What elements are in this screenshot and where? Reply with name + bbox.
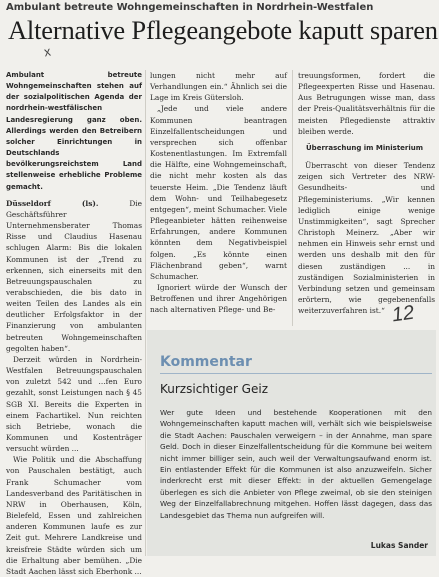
comment-author: Lukas Sander bbox=[370, 541, 428, 550]
article-headline: Alternative Pflegeangebote kaputt sparen bbox=[8, 15, 438, 45]
handwritten-page-number: 12 bbox=[390, 301, 416, 327]
article-column-2 bbox=[150, 70, 287, 326]
comment-rule bbox=[160, 373, 432, 374]
article-paragraph: Wie Politik und die Abschaffung von Pauschalen bestätigt, auch Frank Schumacher vom Landesverband des Paritätischen in NRW in Oberhausen, Köln, Bielefeld, Essen und zahlreichen anderen Kommunen laufe es zur Zeit gut. Mehrere Landkreise und kreisfreie Städte würden sich um die Erhaltung aber bemühen. „Die Stadt Aachen lässt sich Eberhonk ... bbox=[6, 455, 142, 576]
article-column-3 bbox=[298, 70, 435, 326]
handwritten-mark: x bbox=[42, 43, 52, 60]
comment-headline: Kurzsichtiger Geiz bbox=[160, 382, 268, 396]
article-paragraph bbox=[6, 198, 142, 354]
article-paragraph: Ignoriert würde der Wunsch der Betroffenen und ihrer Angehörigen nach alternativen Pflege- und Be- bbox=[150, 282, 287, 315]
paragraph-text: Die Geschäftsführer Unternehmensberater Thomas Risse und Claudius Hasenau schlugen Alarm: Bis die lokalen Kommunen ist der „Trend zu erkennen, sich einerseits mit den Betreuungspauschalen zu verabschieden, die bis dato in weiten Teilen des Landes als ein deutlicher Erfolgsfaktor in der Finanzierung von ambulanten betreuten Wohngemeinschaften gegolten haben“. bbox=[6, 198, 142, 353]
comment-text: Wer gute Ideen und bestehende Kooperationen mit den Wohngemeinschaften kaputt machen will, verhält sich wie beispielsweise die Stadt Aachen: Pauschalen verweigern – in der Annahme, man spare Geld. Doch in dieser Einzelfallentscheidung für die Kommune bei weitem nicht immer billiger sein, auch weil der Verwaltungsaufwand enorm ist. Ein entlastender Effekt für die Kommunen ist also anzuzweifeln. Sicher inderkrecht erst mit dieser Effekt: in der aktuellen Gemengelage überlegen es sich die Anbieter von Pflege zweimal, ob sie den steinigen Weg der Einzelfallabrechnung mitgehen. Hoffen lässt dagegen, dass das Landesgebiet das Thema nun aufgreifen will. bbox=[160, 408, 432, 520]
article-column-1 bbox=[6, 70, 142, 576]
article-kicker: Ambulant betreute Wohngemeinschaften in Nordrhein-Westfalen bbox=[6, 2, 374, 13]
article-lead: Ambulant betreute Wohngemeinschaften stehen auf der sozialpolitischen Agenda der nordrhein-westfälischen Landesregierung ganz oben. Allerdings werden den Betreibern solcher Einrichtungen in Deutschlands bevölkerungsreichstem Land stellenweise erhebliche Probleme gemacht. bbox=[6, 71, 142, 191]
column-divider bbox=[292, 70, 293, 326]
article-paragraph: „Jede und viele andere Kommunen beantragen Einzelfallentscheidungen und versprechen sich offenbar Kostenentlastungen. Im Extremfall die Hälfte, eine Wohngemeinschaft, die nicht mehr kosten als das teuerste Heim. „Die Tendenz läuft dem Wohn- und Teilhabegesetz entgegen“, meint Schumacher. Viele Pflegeanbieter hätten reihenweise Erfahrungen, andere Kommunen könnten dem Negativbeispiel folgen. „Es könnte einen Flächenbrand geben“, warnt Schumacher. bbox=[150, 104, 287, 281]
article-paragraph: lungen nicht mehr auf Verhandlungen ein.“ Ähnlich sei die Lage im Kreis Gütersloh. bbox=[150, 71, 287, 103]
article-paragraph: Derzeit würden in Nordrhein-Westfalen Betreuungspauschalen von zuletzt 542 und ...fen Euro gezahlt, sonst Leistungen nach § 45 SGB XI. Bereits die Experten in einem Fachartikel. Nun reichten sich Betriebe, wonach die Kommunen und Kostenträger versucht würden ... bbox=[6, 354, 142, 454]
dateline: Düsseldorf (ls). bbox=[6, 198, 99, 208]
article-paragraph: Überrascht von dieser Tendenz zeigen sich Vertreter des NRW-Gesundheits- und Pflegeministeriums. „Wir kennen lediglich einige wenige Unstimmigkeiten“, sagt Sprecher Christoph Meinerz. „Aber wir nehmen ein Hinweis sehr ernst und werden uns deshalb mit den für diesen zuständigen ... in zuständigen Sozialministerien in Verbindung setzen und gemeinsam erörtern, wie gegebenenfalls weiterzuverfahren ist.“ bbox=[298, 161, 435, 316]
article-paragraph: treuungsformen, fordert die Pflegeexperten Risse und Hasenau. Aus Betrugungen wisse man, dass der Preis-Qualitätsverhältnis für die meisten Pflegedienste attraktiv bleiben werde. bbox=[298, 71, 435, 136]
article-subheading: Überraschung im Ministerium bbox=[306, 143, 424, 152]
column-divider bbox=[145, 70, 146, 556]
comment-label: Kommentar bbox=[160, 354, 252, 370]
